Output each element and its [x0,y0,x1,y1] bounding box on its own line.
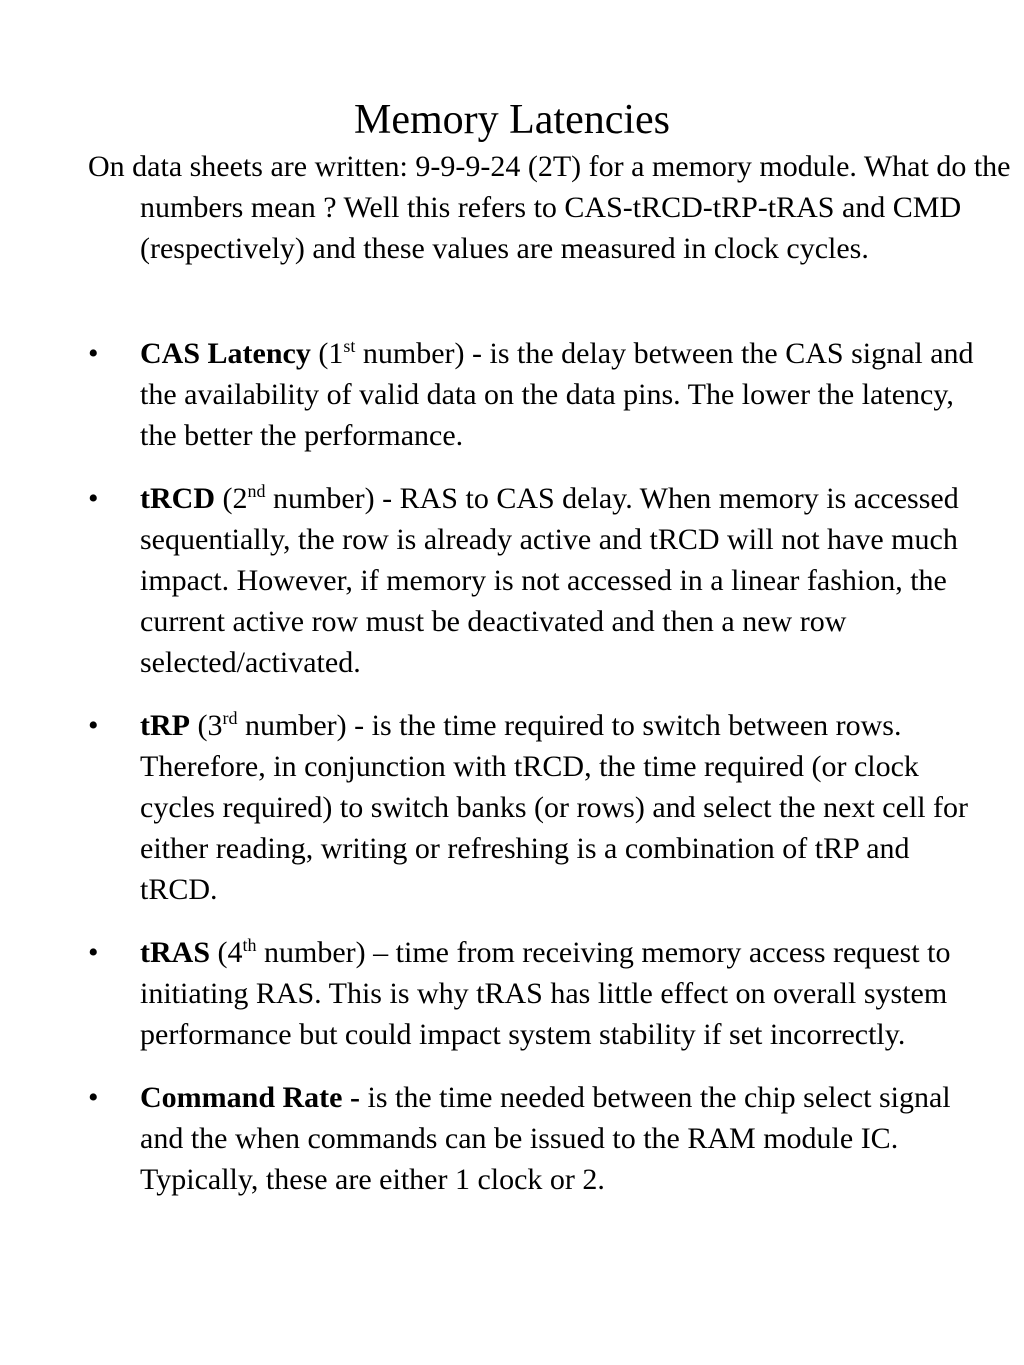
bullet-term: tRCD [140,482,215,515]
bullet-item-cas-latency [88,333,988,456]
bullet-ordinal-suffix: th [242,935,257,955]
bullet-text: number) - is the time required to switch between rows. Therefore, in conjunction with tRCD, the time required (or clock cycles required) to switch banks (or rows) and select the next cell for either reading, writing or refreshing is a combination of tRP and tRCD. [140,709,969,906]
bullet-ordinal-number: (4 [210,936,243,969]
intro-paragraph: On data sheets are written: 9-9-9-24 (2T) for a memory module. What do the numbers mean ? Well this refers to CAS-tRCD-tRP-tRAS and CMD (respectively) and these values are measured in clock cycles. [88,150,1011,265]
bullet-term: CAS Latency [140,337,311,370]
bullet-text: number) - RAS to CAS delay. When memory is accessed sequentially, the row is already active and tRCD will not have much impact. However, if memory is not accessed in a linear fashion, the current active row must be deactivated and then a new row selected/activated. [140,482,959,679]
bullet-ordinal-suffix: st [343,336,356,356]
bullet-ordinal-number: (2 [215,482,248,515]
bullet-text: is the time needed between the chip select signal and the when commands can be issued to the RAM module IC. Typically, these are either 1 clock or 2. [140,1081,951,1196]
bullet-list [88,333,988,1222]
page-title: Memory Latencies [353,97,671,143]
bullet-item-tras [88,932,988,1055]
bullet-icon: • [88,936,99,969]
bullet-icon: • [88,337,99,370]
bullet-term: Command Rate - [140,1081,360,1114]
bullet-term: tRP [140,709,190,742]
bullet-item-command-rate [88,1077,988,1200]
bullet-text: number) – time from receiving memory access request to initiating RAS. This is why tRAS has little effect on overall system performance but could impact system stability if set incorrectly. [140,936,951,1051]
bullet-text: number) - is the delay between the CAS signal and the availability of valid data on the data pins. The lower the latency, the better the performance. [140,337,974,452]
bullet-ordinal-number: (3 [189,709,223,742]
bullet-ordinal-suffix: rd [222,708,238,728]
bullet-ordinal-number: (1 [310,337,344,370]
bullet-ordinal-suffix: nd [247,481,266,501]
bullet-item-trp [88,705,988,910]
bullet-icon: • [88,482,99,515]
bullet-term: tRAS [140,936,211,969]
bullet-item-trcd [88,478,988,683]
bullet-icon: • [88,1081,99,1114]
bullet-icon: • [88,709,99,742]
